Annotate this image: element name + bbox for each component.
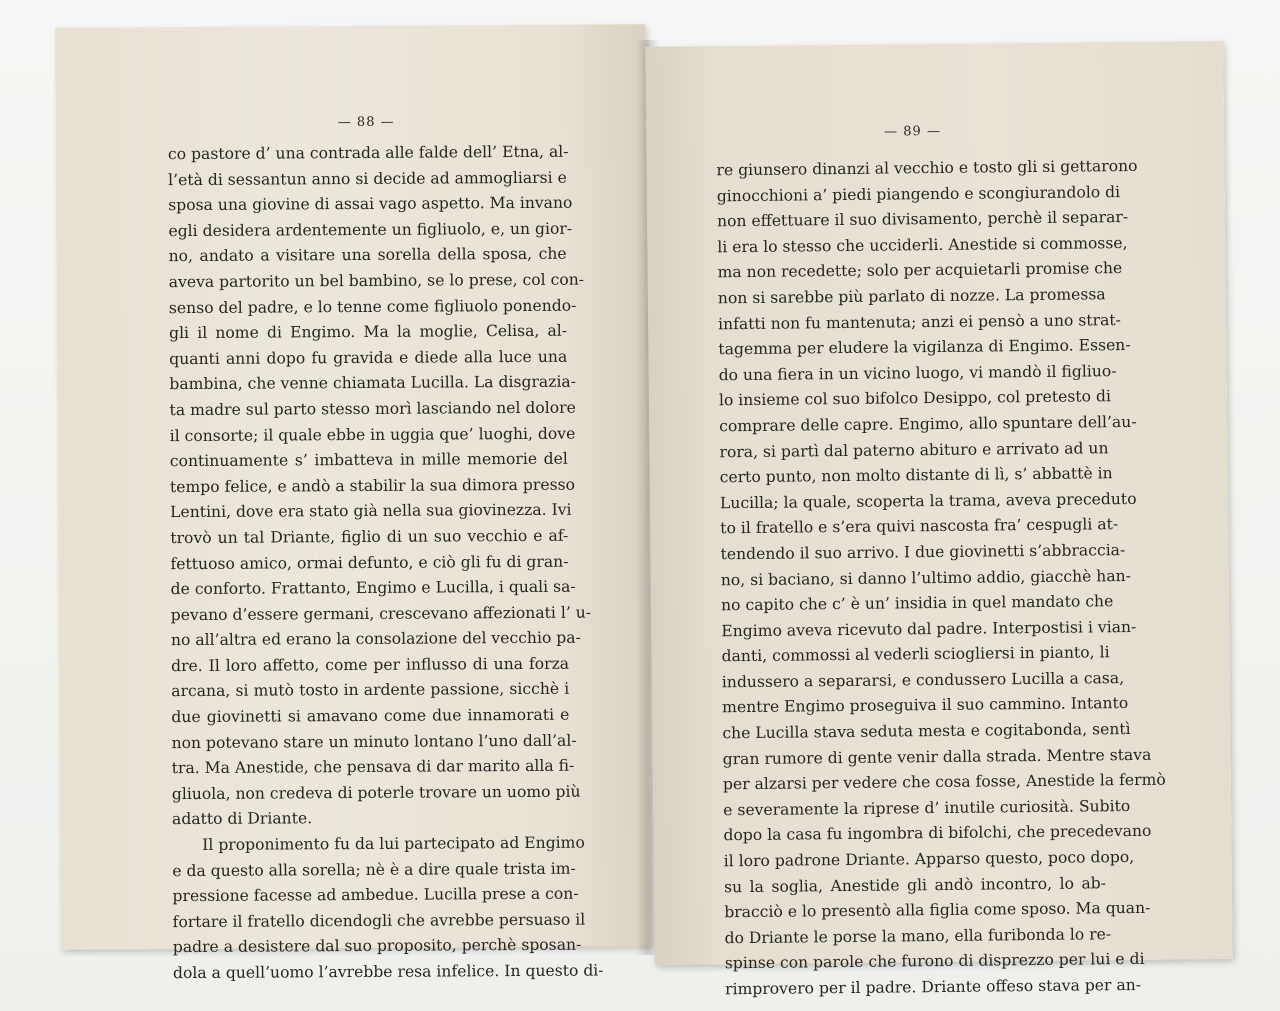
text-line: rimprovero per il padre. Driante offeso stava per an-	[724, 975, 1142, 999]
text-line: sposa una giovine di assai vago aspetto. Ma invano	[168, 193, 573, 215]
text-line: il consorte; il quale ebbe in uggia que’ luoghi, dove	[169, 424, 576, 445]
text-line: no, andato a visitare una sorella della sposa, che	[168, 245, 567, 266]
text-line: su la soglia, Anestide gli andò incontro, lo ab-	[723, 873, 1107, 896]
text-line: mentre Engimo proseguiva il suo cammino. Intanto	[722, 694, 1129, 717]
page-text	[167, 140, 604, 987]
text-line: egli desidera ardentemente un figliuolo, e, un gior-	[168, 219, 573, 240]
text-line: senso del padre, e lo tenne come figliuolo ponendo-	[168, 296, 577, 317]
text-line: continuamente s’ imbatteva in mille memorie del	[169, 449, 568, 471]
text-line: pevano d’essere germani, crescevano affezionati l’ u-	[170, 603, 592, 624]
text-line: re giunsero dinanzi al vecchio e tosto gli si gettarono	[716, 156, 1138, 180]
text-line: to il fratello e s’era quivi nascosta fra’ cespugli at-	[720, 515, 1119, 538]
text-line: do una fiera in un vicino luogo, vi mandò il figliuo-	[718, 361, 1117, 385]
text-line: trovò un tal Driante, figlio di un suo vecchio e af-	[170, 526, 569, 548]
text-line: indussero a separarsi, e condussero Lucilla a casa,	[721, 668, 1125, 692]
text-line: gliuola, non credeva di poterle trovare un uomo più	[171, 782, 581, 803]
text-line: spinse con parole che furono di disprezzo per lui e di	[724, 950, 1145, 973]
text-line: non si sarebbe più parlato di nozze. La promessa	[717, 285, 1106, 308]
text-line: due giovinetti si amavano come due innamorati e	[171, 705, 570, 727]
text-line: Lucilla; la quale, scoperta la trama, aveva preceduto	[719, 489, 1137, 513]
text-line: Il proponimento fu da lui partecipato ad Engimo	[202, 833, 585, 854]
text-line: padre a desistere dal suo proposito, perchè sposan-	[172, 936, 582, 957]
text-line: no all’altra ed erano la consolazione del vecchio pa-	[170, 628, 581, 650]
text-line: bracciò e lo presentò alla figlia come sposo. Ma quan-	[724, 899, 1151, 922]
text-line: Lentini, dove era stato già nella sua giovinezza. Ivi	[170, 500, 572, 522]
text-line: do Driante le porse la mano, ella furibonda lo re-	[724, 925, 1112, 948]
text-line: dre. Il loro affetto, come per influsso di una forza	[171, 654, 570, 675]
text-line: non effettuare il suo divisamento, perchè il separar-	[716, 208, 1129, 231]
text-line: dola a quell’uomo l’avrebbe resa infelice. In questo di-	[172, 961, 604, 983]
text-line: per alzarsi per vedere che cosa fosse, Anestide la fermò	[722, 770, 1166, 794]
text-line: non potevano stare un minuto lontano l’uno dall’al-	[171, 731, 577, 752]
text-line: certo punto, non molto distante di lì, s’ abbattè in	[719, 464, 1113, 487]
text-line: de conforto. Frattanto, Engimo e Lucilla, i quali sa-	[170, 577, 576, 599]
text-line: tendendo il suo arrivo. I due giovinetti s’abbraccia-	[720, 540, 1126, 564]
text-line: danti, commossi al vederli sciogliersi in pianto, li	[721, 643, 1110, 666]
text-line: aveva partorito un bel bambino, se lo prese, col con-	[168, 270, 585, 292]
text-line: fortare il fratello dicendogli che avrebbe persuaso il	[172, 910, 586, 931]
page-text	[716, 154, 1166, 1003]
text-line: il loro padrone Driante. Apparso questo, poco dopo,	[723, 848, 1135, 871]
right-page	[645, 41, 1233, 999]
left-page	[55, 24, 651, 983]
text-line: infatti non fu mantenuta; anzi ei pensò a uno strat-	[718, 310, 1121, 333]
text-line: che Lucilla stava seduta mesta e cogitabonda, sentì	[722, 720, 1131, 743]
text-line: ginocchioni a’ piedi piangendo e scongiurandolo di	[716, 182, 1121, 205]
text-line: fettuoso amico, ormai defunto, e ciò gli fu di gran-	[170, 552, 569, 573]
text-line: adatto di Driante.	[171, 809, 313, 829]
text-line: ta madre sul parto stesso morì lasciando nel dolore	[169, 398, 576, 420]
text-line: arcana, si mutò tosto in ardente passione, sicchè i	[171, 680, 570, 701]
text-line: e severamente la riprese d’ inutile curiosità. Subito	[723, 796, 1131, 820]
page-number: — 89 —	[884, 123, 942, 140]
text-line: lo insieme col suo bifolco Desippo, col pretesto di	[718, 387, 1111, 410]
text-line: co pastore d’ una contrada alle falde dell’ Etna, al-	[167, 142, 569, 164]
text-line: bambina, che venne chiamata Lucilla. La disgrazia-	[169, 372, 577, 394]
text-line: gli il nome di Engimo. Ma la moglie, Celisa, al-	[169, 321, 568, 343]
text-line: pressione facesse ad ambedue. Lucilla prese a con-	[172, 884, 579, 906]
text-line: no capito che c’ è un’ insidia in quel mandato che	[720, 592, 1114, 615]
text-line: Engimo aveva ricevuto dal padre. Interpostisi i vian-	[721, 617, 1137, 640]
text-line: tra. Ma Anestide, che pensava di dar marito alla fi-	[171, 756, 575, 778]
page-number: — 88 —	[337, 114, 395, 131]
text-line: e da questo alla sorella; nè è a dire quale trista im-	[172, 859, 576, 880]
text-line: rora, si partì dal paterno abituro e arrivato ad un	[719, 438, 1109, 461]
text-line: no, si baciano, si danno l’ultimo addio, giacchè han-	[720, 566, 1131, 589]
text-line: ma non recedette; solo per acquietarli promise che	[717, 259, 1123, 282]
text-line: li era lo stesso che ucciderli. Anestide si commosse,	[717, 233, 1128, 257]
text-line: dopo la casa fu ingombra di bifolchi, che precedevano	[723, 822, 1152, 845]
text-line: comprare delle capre. Engimo, allo spuntare dell’au-	[719, 412, 1137, 436]
text-line: tagemma per eludere la vigilanza di Engimo. Essen-	[718, 336, 1131, 359]
text-line: tempo felice, e andò a stabilir la sua dimora presso	[169, 475, 575, 496]
text-line: gran rumore di gente venir dalla strada. Mentre stava	[722, 745, 1152, 768]
text-line: quanti anni dopo fu gravida e diede alla luce una	[169, 347, 568, 368]
text-line: l’età di sessantun anno si decide ad ammogliarsi e	[168, 168, 567, 189]
